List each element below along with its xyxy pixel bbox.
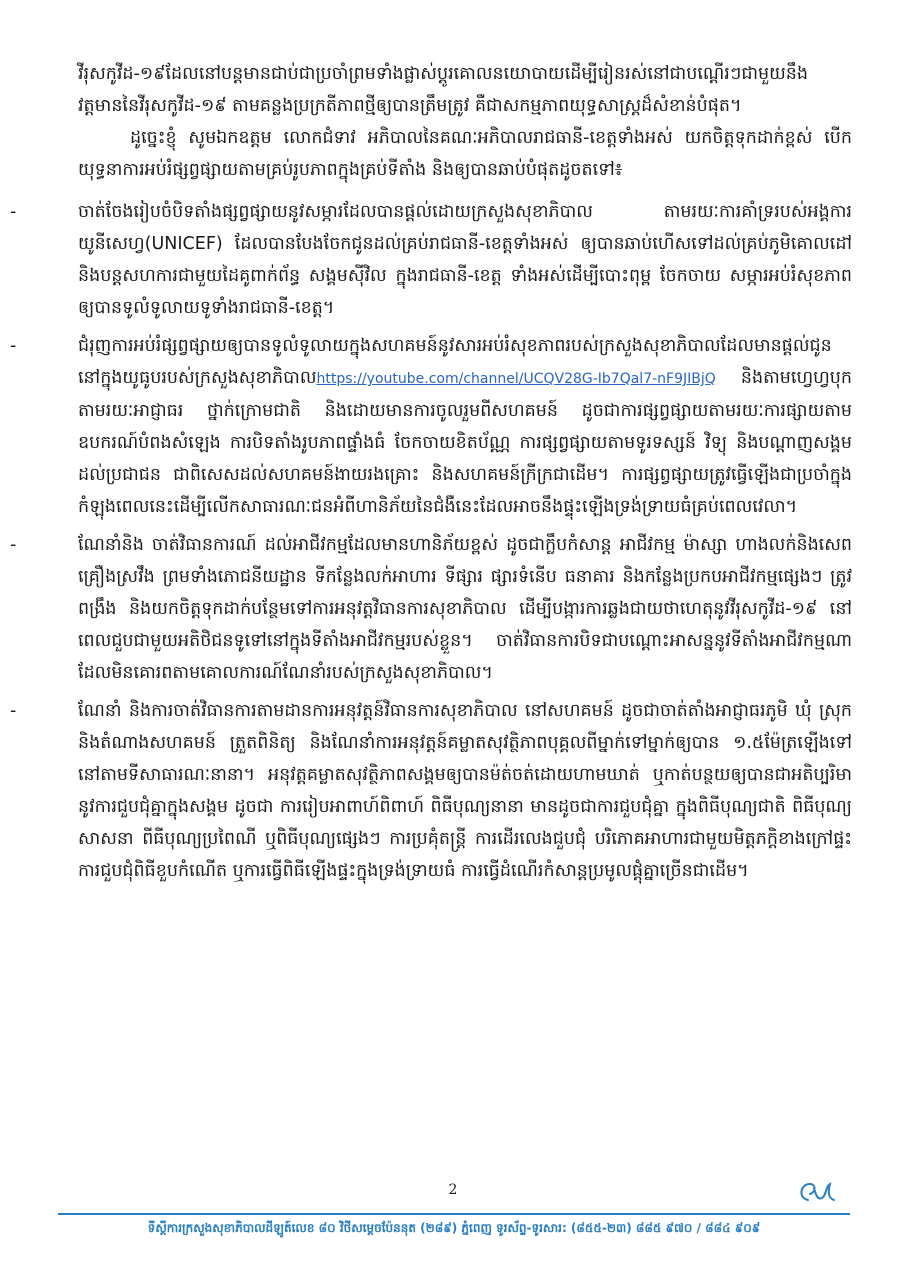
bullet-marker: - — [10, 535, 17, 555]
list-item — [10, 330, 852, 523]
bullet-text-2 — [78, 330, 852, 523]
intro-line-1: វីរុសកូវីដ-១៩ដែលនៅបន្តមានជាប់ជាប្រចាំព្រមទាំងផ្លាស់ប្តូរគោលនយោបាយដើម្បីរៀនរស់នៅជាបណ្តើរៗជាមួយនឹង — [78, 64, 808, 84]
bullet-text-4: ណែនាំ និងការចាត់វិធានការតាមដានការអនុវត្តន៍វិធានការសុខាភិបាល នៅសហគមន៍ ដូចជាចាត់តាំងអាជ្ញាធរភូមិ ឃុំ ស្រុក និងតំណាងសហគមន៍ ត្រួតពិនិត្យ និងណែនាំការអនុវត្តន៍គម្លាតសុវត្ថិភាពបុគ្គលពីម្នាក់ទៅម្នាក់ឲ្យបាន ១.៥ម៉ែត្រឡើងទៅ នៅតាមទីសាធារណៈនានា។ អនុវត្តគម្លាតសុវត្ថិភាពសង្គមឲ្យបានម៉ត់ចត់ដោយហាមឃាត់ ឬកាត់បន្ថយឲ្យបានជាអតិប្បរិមា នូវការជួបជុំគ្នាក្នុងសង្គម ដូចជា ការរៀបអាពាហ៍ពិពាហ៍ ពិធីបុណ្យនានា មានដូចជាការជួបជុំគ្នា ក្នុងពិធីបុណ្យជាតិ ពិធីបុណ្យសាសនា ពីធីបុណ្យប្រពៃណី ឬពិធីបុណ្យផ្សេងៗ ការប្រគុំតន្ត្រី ការដើរលេងជួបជុំ បរិភោគអាហារជាមួយមិត្តភក្តិខាងក្រៅផ្ទះ ការជួបជុំពិធីខួបកំណើត ឬការធ្វើពិធីឡើងផ្ទះក្នុងទ្រង់ទ្រាយធំ ការធ្វើដំណើរកំសាន្តប្រមូលផ្តុំគ្នាច្រើនជាដើម។ — [78, 701, 852, 881]
spacer — [78, 186, 852, 196]
bullet-text-1: ចាត់ចែងរៀបចំបិទតាំងផ្សព្វផ្សាយនូវសម្ភារដែលបានផ្តល់ដោយក្រសួងសុខាភិបាល តាមរយៈការគាំទ្ររបស់អង្គការយូនីសេហ្វ(UNICEF) ដែលបានបែងចែកជូនដល់គ្រប់រាជធានី-ខេត្តទាំងអស់ ឲ្យបានឆាប់ហើសទៅដល់គ្រប់ភូមិគោលដៅ និងបន្តសហការជាមួយដៃគូពាក់ព័ន្ធ សង្គមស៊ីវិល ក្នុងរាជធានី-ខេត្ត ទាំងអស់ដើម្បីបោះពុម្ព ចែកចាយ សម្ភារអប់រំសុខភាពឲ្យបានទូលំទូលាយទូទាំងរាជធានី-ខេត្ត។ — [78, 202, 852, 318]
bullet-text-3: ណែនាំនិង ចាត់វិធានការណ៍ ដល់អាជីវកម្មដែលមានហានិភ័យខ្ពស់ ដូចជាក្លឹបកំសាន្ត អាជីវកម្ម ម៉ាស្សា ហាងលក់និងសេពគ្រឿងស្រវឹង ព្រមទាំងភោជនីយដ្ឋាន ទីកន្លែងលក់អាហារ ទីផ្សារ ផ្សារទំនើប ធនាគារ និងកន្លែងប្រកបអាជីវកម្មផ្សេងៗ ត្រូវពង្រឹង និងយកចិត្តទុកដាក់បន្ថែមទៅការអនុវត្តវិធានការសុខាភិបាល ដើម្បីបង្ការការឆ្លងជាយថាហេតុនូវវីរុសកូវីដ-១៩ នៅពេលជួបជាមួយអតិថិជនទូទៅនៅក្នុងទីតាំងអាជីវកម្មរបស់ខ្លួន។ ចាត់វិធានការបិទជាបណ្តោះអាសន្ននូវទីតាំងអាជីវកម្មណាដែលមិនគោរពតាមគោលការណ៍ណែនាំរបស់ក្រសួងសុខាភិបាល។ — [78, 535, 852, 683]
list-item — [10, 196, 852, 324]
footer-divider — [58, 1213, 850, 1215]
bullet-text-2-before: ជំរុញការអប់រំផ្សព្វផ្សាយឲ្យបានទូលំទូលាយក្នុងសហគមន៍នូវសារអប់រំសុខភាពរបស់ក្រសួងសុខាភិបាលដែលមានផ្តល់ជូននៅក្នុងយូធូបរបស់ក្រសួងសុខាភិបាល — [78, 336, 832, 388]
bullet-marker: - — [10, 336, 17, 356]
youtube-channel-link[interactable]: https://youtube.com/channel/UCQV28G-Ib7Qal7-nF9JIBjQ — [316, 371, 716, 387]
bullet-text-2-after: និងតាមហ្វេហ្វបុក តាមរយៈអាជ្ញាធរ ថ្នាក់ក្រោមជាតិ និងដោយមានការចូលរួមពីសហគមន៍ ដូចជាការផ្សព្វផ្សាយតាមរយៈការផ្សាយតាមឧបករណ៍បំពងសំឡេង ការបិទតាំងរូបភាពផ្ទាំងធំ ចែកចាយខិតប័ណ្ណ ការផ្សព្វផ្សាយតាមទូរទស្សន៍ វិទ្យុ និងបណ្តាញសង្គមដល់ប្រជាជន ជាពិសេសដល់សហគមន៍ងាយរងគ្រោះ និងសហគមន៍ក្រីក្រជាដើម។ ការផ្សព្វផ្សាយត្រូវធ្វើឡើងជាប្រចាំក្នុងកំឡុងពេលនេះដើម្បីលើកសាធារណៈជនអំពីហានិភ័យនៃជំងឺនេះដែលអាចនឹងផ្ទុះឡើងទ្រង់ទ្រាយធំគ្រប់ពេលវេលា។ — [78, 368, 852, 517]
intro-line-2: វត្តមាននៃវីរុសកូវីដ-១៩ តាមគន្លងប្រក្រតីភាពថ្មីឲ្យបានត្រឹមត្រូវ គឺជាសកម្មភាពយុទ្ធសាស្ត្រដ៏សំខាន់បំផុត។ — [78, 96, 742, 116]
bullet-marker: - — [10, 202, 17, 222]
list-item — [10, 695, 852, 887]
list-item — [10, 529, 852, 689]
bullet-list — [10, 196, 852, 887]
page-number: 2 — [448, 1182, 458, 1198]
request-paragraph: ដូច្នេះខ្ញុំ សូមឯកឧត្តម លោកជំទាវ អភិបាលនៃគណៈអភិបាលរាជធានី-ខេត្តទាំងអស់ យកចិត្តទុកដាក់ខ្ពស់ បើកយុទ្ធនាការអប់រំផ្សព្វផ្សាយតាមគ្រប់រូបភាពក្នុងគ្រប់ទីតាំង និងឲ្យបានឆាប់បំផុតដូចតទៅ៖ — [78, 128, 852, 180]
bullet-marker: - — [10, 701, 17, 721]
document-body — [10, 58, 852, 893]
footer-address: ទីស្តីការក្រសួងសុខាភិបាលដីឡូត៍លេខ ៨០ វិថីសម្តេចប៉ែននុត (២៨៩) ភ្នំពេញ ទូរស័ព្ទ-ទូរសារ: (៨៥៥-២៣) ៨៨៥ ៩៧០ / ៨៨៤ ៩០៩ — [147, 1221, 761, 1235]
initials-signature-icon — [794, 1178, 836, 1206]
